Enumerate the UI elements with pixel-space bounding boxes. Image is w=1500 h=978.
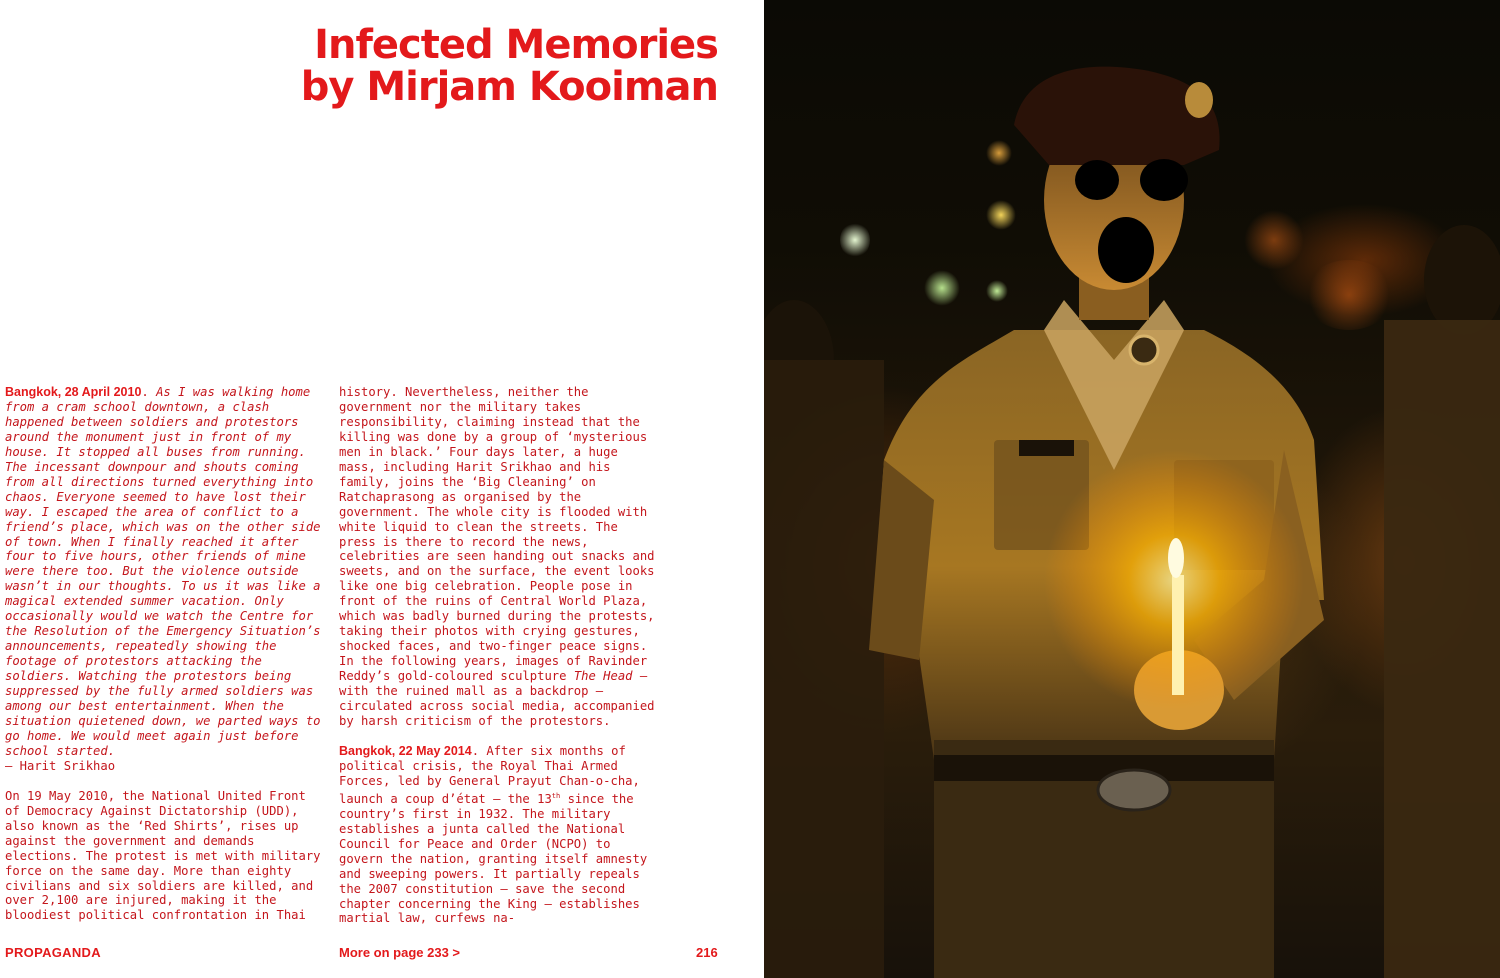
paragraph-big-cleaning: [339, 385, 661, 729]
photo-figure: [764, 0, 1500, 978]
photo-page: [764, 0, 1500, 978]
crowd-silhouette: [1384, 320, 1500, 978]
more-link[interactable]: More on page 233 >: [339, 945, 461, 960]
body-text: . After six months of political crisis, the Royal Thai Armed Forces, led by General Prayut Chan-o-cha, launch a coup d’état – the 13: [339, 743, 640, 806]
quote-text: As I was walking home from a cram school downtown, a clash happened between soldiers and protestors around the monument just in front of my house. It stopped all buses from running. The incessant downpour and shouts coming from all directions turned everything into chaos. Everyone seemed to have lost their way. I escaped the area of conflict to a friend’s place, which was on the other side of town. When I finally reached it after four to five hours, other friends of mine were there too. But the violence outside wasn’t in our thoughts. To us it was like a magical extended summer vacation. Only occasionally would we watch the Centre for the Resolution of the Emergency Situation’s announcements, repeatedly showing the footage of protestors attacking the soldiers. Watching the protestors being suppressed by the fully armed soldiers was among our best entertainment. When the situation quietened down, we parted ways to go home. We would meet again just before school started.: [5, 385, 321, 758]
beret: [1014, 67, 1220, 165]
name-tag: [1019, 440, 1074, 456]
body-text: On 19 May 2010, the National United Front of Democracy Against Dictatorship (UDD), also known as the ‘Red Shirts’, rises up against the government and demands elections. The protest is met with military force on the same day. More than eighty civilians and six soldiers are killed, and over 2,100 are injured, making it the bloodiest political confrontation in Thai: [5, 788, 321, 923]
censor-mouth: [1098, 217, 1154, 283]
crowd-silhouette: [1424, 225, 1500, 335]
censor-eye-right: [1140, 159, 1188, 201]
title-line-2: by Mirjam Kooiman: [300, 64, 718, 110]
superscript: th: [551, 791, 561, 800]
page-number: 216: [696, 945, 718, 960]
text-column-2: [339, 385, 661, 941]
crowd-silhouette: [764, 360, 884, 978]
dateline: Bangkok, 28 April 2010: [5, 385, 142, 399]
paragraph-coup: [339, 744, 661, 927]
scarf-ring: [1130, 336, 1158, 364]
quote-attribution: – Harit Srikhao: [5, 758, 116, 773]
body-text: since the country’s first in 1932. The military establishes a junta called the National Council for Peace and Order (NCPO) to govern the nation, granting itself amnesty and sweeping powers. It partially repeals the 2007 constitution – save the second chapter concerning the King – establishes martial law, curfews na-: [339, 791, 648, 926]
text-column-1: [5, 385, 327, 938]
candle-flame: [1168, 538, 1184, 578]
magazine-brand: PROPAGANDA: [5, 945, 101, 960]
paragraph-harit-quote: [5, 385, 327, 774]
article-title: [78, 24, 718, 108]
artwork-title: The Head: [573, 669, 633, 684]
candle: [1172, 575, 1184, 695]
beret-badge: [1185, 82, 1213, 118]
paragraph-udd: [5, 789, 327, 924]
dateline-punct: .: [141, 385, 157, 399]
title-line-1: Infected Memories: [314, 22, 718, 68]
body-text: history. Nevertheless, neither the government nor the military takes responsibility, claiming instead that the killing was done by a group of ‘mysterious men in black.’ Four days later, a huge mass, including Harit Srikhao and his family, joins the ‘Big Cleaning’ on Ratchaprasong as organised by the government. The whole city is flooded with white liquid to clean the streets. The press is there to record the news, celebrities are seen handing out snacks and sweets, and on the surface, the event looks like one big celebration. People pose in front of the ruins of Central World Plaza, which was badly burned during the protests, taking their photos with crying gestures, shocked faces, and two-finger peace signs. In the following years, images of Ravinder Reddy’s gold-coloured sculpture: [339, 385, 655, 684]
censor-eye-left: [1075, 160, 1119, 200]
body-text: – with the ruined mall as a backdrop – circulated across social media, accompanied by harsh criticism of the protestors.: [339, 669, 655, 728]
dateline: Bangkok, 22 May 2014: [339, 743, 472, 758]
belt-buckle: [1098, 770, 1170, 810]
